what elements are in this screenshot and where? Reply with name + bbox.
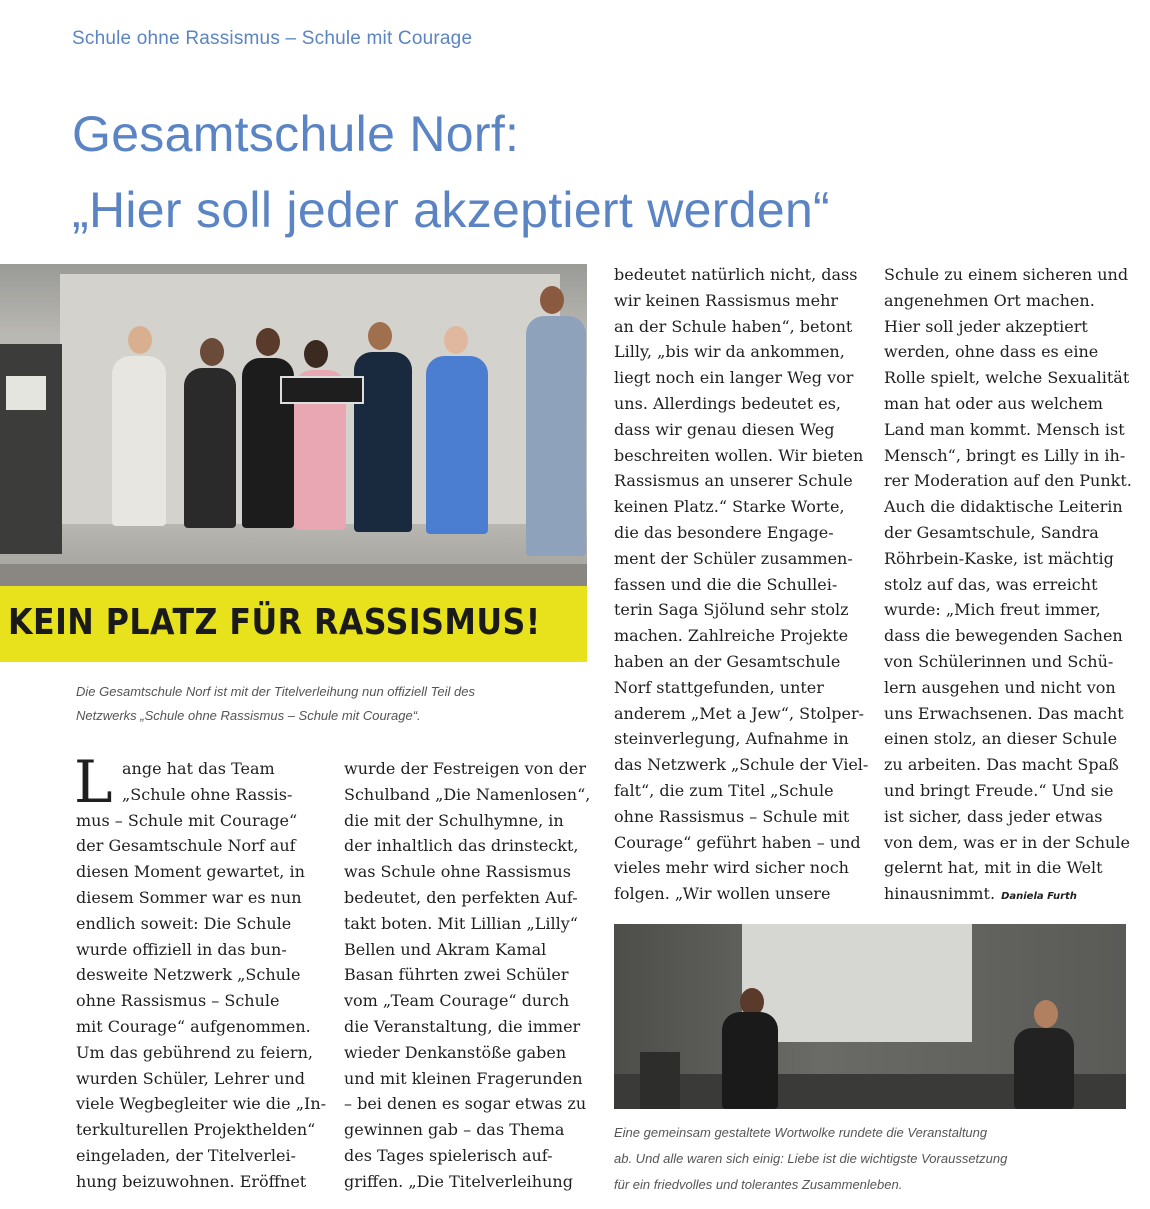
text-line: die mit der Schulhymne, in bbox=[344, 810, 564, 830]
article-column-2 bbox=[344, 756, 590, 1195]
text-line: der Gesamtschule Norf auf bbox=[76, 836, 296, 856]
award-certificate bbox=[280, 376, 364, 404]
text-line: terin Saga Sjölund sehr stolz bbox=[614, 600, 849, 620]
text-line: uns. Allerdings bedeutet es, bbox=[614, 393, 842, 413]
text-line: dass die bewegenden Sachen bbox=[884, 626, 1123, 646]
person-head bbox=[1034, 1000, 1058, 1028]
text-line: eingeladen, der Titelverlei- bbox=[76, 1145, 296, 1165]
text-line: terkulturellen Projekthelden“ bbox=[76, 1120, 316, 1140]
text-line: bedeutet, den perfekten Auf- bbox=[344, 887, 578, 907]
text-line: gewinnen gab – das Thema bbox=[344, 1120, 565, 1140]
text-line: gelernt hat, mit in die Welt bbox=[884, 858, 1103, 878]
text-line: die Veranstaltung, die immer bbox=[344, 1016, 581, 1036]
text-line: keinen Platz.“ Starke Worte, bbox=[614, 497, 845, 517]
text-line: beschreiten wollen. Wir bieten bbox=[614, 445, 864, 465]
text-line: wurde: „Mich freut immer, bbox=[884, 600, 1101, 620]
caption-line: für ein friedvolles und tolerantes Zusammenleben. bbox=[614, 1177, 903, 1192]
caption-line: ab. Und alle waren sich einig: Liebe ist die wichtigste Voraussetzung bbox=[614, 1151, 1008, 1166]
text-line: desweite Netzwerk „Schule bbox=[76, 965, 301, 985]
text-line: Basan führten zwei Schüler bbox=[344, 965, 569, 985]
text-line: zu arbeiten. Das macht Spaß bbox=[884, 755, 1119, 775]
text-line: und mit kleinen Fragerunden bbox=[344, 1068, 583, 1088]
person bbox=[426, 356, 488, 534]
text-line: und bringt Freude.“ Und sie bbox=[884, 780, 1114, 800]
main-photo-caption bbox=[76, 680, 588, 728]
text-line: lern ausgehen und nicht von bbox=[884, 677, 1116, 697]
text-line: ange hat das Team bbox=[122, 759, 275, 778]
person-head bbox=[368, 322, 392, 350]
text-line: wieder Denkanstöße gaben bbox=[344, 1042, 567, 1062]
text-line: uns Erwachsenen. Das macht bbox=[884, 703, 1124, 723]
text-line: fassen und die die Schullei- bbox=[614, 574, 838, 594]
person bbox=[112, 356, 166, 526]
text-line: Röhrbein-Kaske, ist mächtig bbox=[884, 548, 1114, 568]
text-line: man hat oder aus welchem bbox=[884, 393, 1103, 413]
text-line: viele Wegbegleiter wie die „In- bbox=[76, 1094, 327, 1114]
text-line: Auch die didaktische Leiterin bbox=[884, 497, 1123, 517]
text-line: liegt noch ein langer Weg vor bbox=[614, 368, 854, 388]
text-line: was Schule ohne Rassismus bbox=[344, 862, 571, 882]
text-line: falt“, die zum Titel „Schule bbox=[614, 780, 834, 800]
word-cloud-presentation-photo bbox=[614, 924, 1126, 1109]
text-line: Courage“ geführt haben – und bbox=[614, 832, 861, 852]
text-line: haben an der Gesamtschule bbox=[614, 651, 841, 671]
text-line: Bellen und Akram Kamal bbox=[344, 939, 547, 959]
award-ceremony-photo bbox=[0, 264, 587, 662]
person-head bbox=[128, 326, 152, 354]
text-line: stolz auf das, was erreicht bbox=[884, 574, 1098, 594]
text-line: Land man kommt. Mensch ist bbox=[884, 419, 1125, 439]
article-column-1 bbox=[74, 748, 327, 1195]
text-line: Lilly, „bis wir da ankommen, bbox=[614, 342, 845, 362]
text-line: rer Moderation auf den Punkt. bbox=[884, 471, 1132, 491]
text-line: Rassismus an unserer Schule bbox=[614, 471, 853, 491]
text-line: „Schule ohne Rassis- bbox=[122, 784, 293, 804]
text-line: von Schülerinnen und Schü- bbox=[884, 651, 1114, 671]
text-line: wurden Schüler, Lehrer und bbox=[76, 1068, 306, 1088]
text-line: an der Schule haben“, betont bbox=[614, 316, 853, 336]
text-line: griffen. „Die Titelverleihung bbox=[344, 1171, 573, 1191]
text-line: angenehmen Ort machen. bbox=[884, 290, 1095, 310]
text-line: anderem „Met a Jew“, Stolper- bbox=[614, 703, 865, 723]
text-line: Mensch“, bringt es Lilly in ih- bbox=[884, 445, 1126, 465]
person-head bbox=[256, 328, 280, 356]
lectern-sign bbox=[6, 376, 46, 410]
headline-line-1: Gesamtschule Norf: bbox=[72, 106, 520, 162]
headline-line-2: „Hier soll jeder akzeptiert werden“ bbox=[72, 182, 831, 238]
text-line: die das besondere Engage- bbox=[614, 522, 834, 542]
text-line: vom „Team Courage“ durch bbox=[344, 991, 570, 1011]
banner-text: KEIN PLATZ FÜR RASSISMUS! bbox=[8, 602, 541, 643]
caption-line: Die Gesamtschule Norf ist mit der Titelverleihung nun offiziell Teil des bbox=[76, 684, 475, 699]
person-head bbox=[200, 338, 224, 366]
text-line: mit Courage“ aufgenommen. bbox=[76, 1016, 311, 1036]
second-photo-caption bbox=[614, 1120, 1128, 1198]
text-line: einen stolz, an dieser Schule bbox=[884, 729, 1118, 749]
article-column-4 bbox=[884, 262, 1132, 910]
text-line: diesem Sommer war es nun bbox=[76, 887, 302, 907]
person bbox=[184, 368, 236, 528]
text-line: dass wir genau diesen Weg bbox=[614, 419, 835, 439]
text-line: ohne Rassismus – Schule mit bbox=[614, 806, 850, 826]
text-line: ohne Rassismus – Schule bbox=[76, 991, 280, 1011]
text-line: das Netzwerk „Schule der Viel- bbox=[614, 755, 869, 775]
closing-word: hinausnimmt. bbox=[884, 884, 996, 904]
text-line: Schule zu einem sicheren und bbox=[884, 265, 1129, 284]
text-line: machen. Zahlreiche Projekte bbox=[614, 626, 849, 646]
text-line: takt boten. Mit Lillian „Lilly“ bbox=[344, 913, 578, 933]
text-line: Hier soll jeder akzeptiert bbox=[884, 316, 1088, 336]
text-line: von dem, was er in der Schule bbox=[884, 832, 1130, 852]
person bbox=[526, 316, 586, 556]
text-line: steinverlegung, Aufnahme in bbox=[614, 729, 849, 749]
caption-line: Netzwerks „Schule ohne Rassismus – Schule mit Courage“. bbox=[76, 708, 421, 723]
person-head bbox=[304, 340, 328, 368]
text-line: wurde der Festreigen von der bbox=[344, 759, 586, 778]
text-line: wir keinen Rassismus mehr bbox=[614, 290, 839, 310]
person bbox=[1014, 1028, 1074, 1109]
person-head bbox=[540, 286, 564, 314]
text-line: – bei denen es sogar etwas zu bbox=[344, 1094, 587, 1114]
person bbox=[722, 1012, 778, 1109]
text-line: Rolle spielt, welche Sexualität bbox=[884, 368, 1130, 388]
text-line: der inhaltlich das drinsteckt, bbox=[344, 836, 579, 856]
caption-line: Eine gemeinsam gestaltete Wortwolke rundete die Veranstaltung bbox=[614, 1125, 988, 1140]
text-line: diesen Moment gewartet, in bbox=[76, 862, 305, 882]
author-byline: Daniela Furth bbox=[1001, 891, 1077, 903]
lectern bbox=[640, 1052, 680, 1109]
text-line: werden, ohne dass es eine bbox=[884, 342, 1099, 362]
text-line: Um das gebührend zu feiern, bbox=[76, 1042, 313, 1062]
text-line: endlich soweit: Die Schule bbox=[76, 913, 292, 933]
text-line: Norf stattgefunden, unter bbox=[614, 677, 824, 697]
article-headline bbox=[72, 96, 830, 248]
person-head bbox=[444, 326, 468, 354]
text-line: des Tages spielerisch auf- bbox=[344, 1145, 553, 1165]
text-line: hung beizuwohnen. Eröffnet bbox=[76, 1171, 307, 1191]
text-line: Schulband „Die Namenlosen“, bbox=[344, 784, 591, 804]
article-column-3 bbox=[614, 262, 868, 907]
section-kicker: Schule ohne Rassismus – Schule mit Courage bbox=[72, 28, 473, 49]
text-line: folgen. „Wir wollen unsere bbox=[614, 884, 831, 904]
text-line: der Gesamtschule, Sandra bbox=[884, 522, 1099, 542]
text-line: mus – Schule mit Courage“ bbox=[76, 810, 298, 830]
text-line: vieles mehr wird sicher noch bbox=[614, 858, 849, 878]
text-line: ment der Schüler zusammen- bbox=[614, 548, 853, 568]
text-line-last bbox=[884, 881, 1132, 910]
drop-cap: L bbox=[74, 748, 113, 816]
text-line: wurde offiziell in das bun- bbox=[76, 939, 287, 959]
text-line: ist sicher, dass jeder etwas bbox=[884, 806, 1103, 826]
text-line: bedeutet natürlich nicht, dass bbox=[614, 265, 858, 284]
